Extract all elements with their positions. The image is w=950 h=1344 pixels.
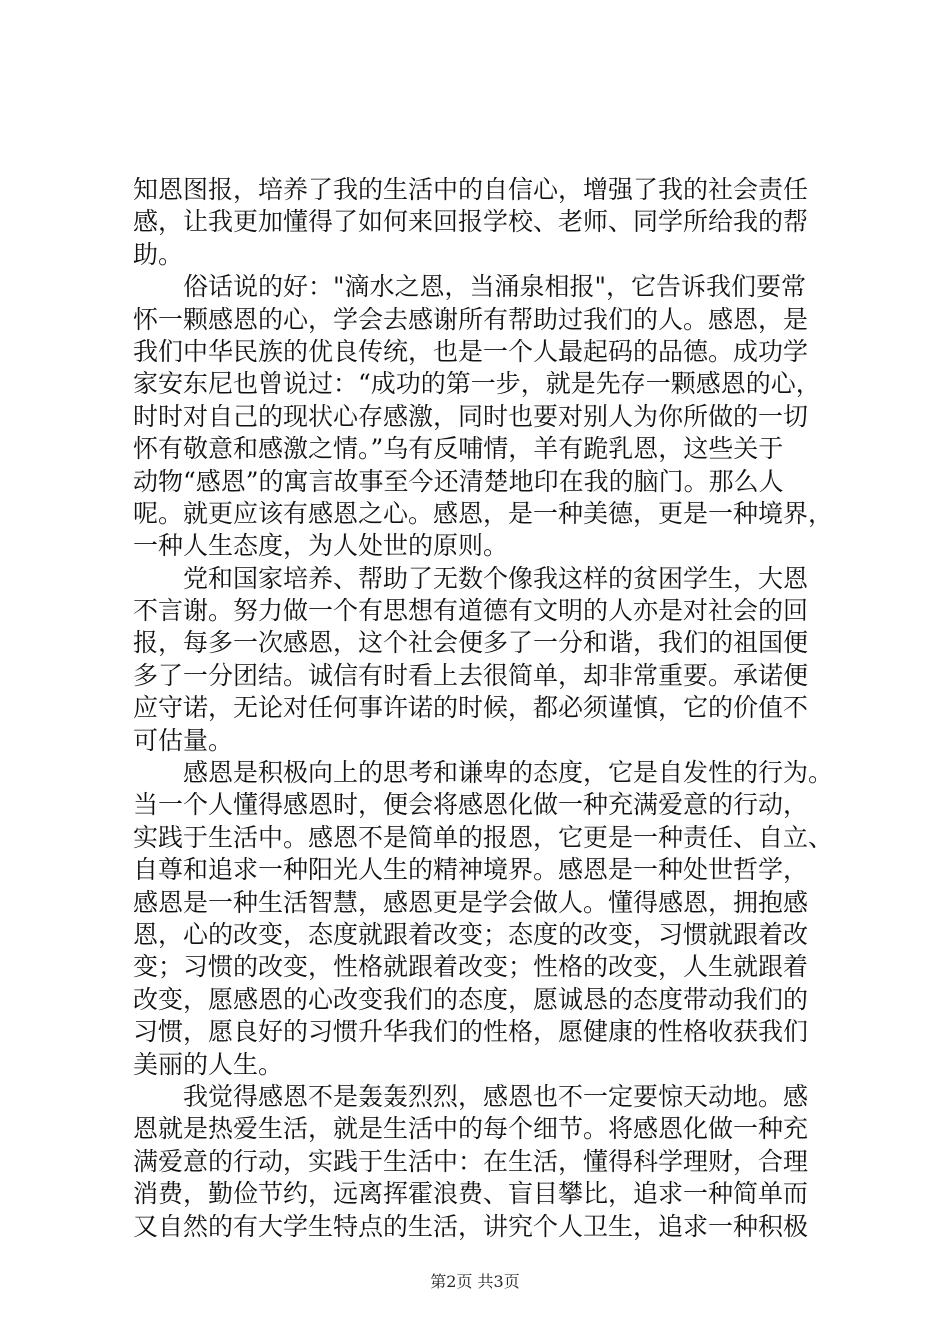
text-line: 美丽的人生。 [133,1049,284,1079]
text-line: 知恩图报，培养了我的生活中的自信心，增强了我的社会责任 [133,175,809,204]
text-line: 满爱意的行动，实践于生活中：在生活，懂得科学理财，合理 [133,1146,809,1176]
text-line: 可估量。 [133,725,234,755]
text-line: 感，让我更加懂得了如何来回报学校、老师、同学所给我的帮 [133,207,809,237]
text-line: 怀有敬意和感激之情。”乌有反哺情，羊有跪乳恩，这些关于 [133,434,784,464]
text-line: 助。 [133,239,184,269]
text-line: 家安东尼也曾说过：“成功的第一步，就是先存一颗感恩的心， [133,369,821,399]
document-body [133,174,833,1243]
text-line: 实践于生活中。感恩不是简单的报恩，它更是一种责任、自立、 [133,822,834,852]
text-line: 呢。就更应该有感恩之心。感恩，是一种美德，更是一种境界， [133,498,834,528]
text-line: 改变，愿感恩的心改变我们的态度，愿诚恳的态度带动我们的 [133,984,809,1014]
text-line: 报，每多一次感恩，这个社会便多了一分和谐，我们的祖国便 [133,628,809,658]
text-line: 动物“感恩”的寓言故事至今还清楚地印在我的脑门。那么人 [133,466,784,496]
text-line: 我们中华民族的优良传统，也是一个人最起码的品德。成功学 [133,336,809,366]
text-line: 恩就是热爱生活，就是生活中的每个细节。将感恩化做一种充 [133,1114,809,1144]
page-footer [0,1272,950,1292]
text-line: 怀一颗感恩的心，学会去感谢所有帮助过我们的人。感恩，是 [133,304,809,334]
text-line: 又自然的有大学生特点的生活，讲究个人卫生，追求一种积极 [133,1211,809,1241]
text-line: 当一个人懂得感恩时，便会将感恩化做一种充满爱意的行动， [133,790,809,820]
text-line: 一种人生态度，为人处世的原则。 [133,531,509,561]
text-line: 时时对自己的现状心存感激，同时也要对别人为你所做的一切 [133,401,809,431]
text-line: 自尊和追求一种阳光人生的精神境界。感恩是一种处世哲学， [133,855,809,885]
text-line: 应守诺，无论对任何事许诺的时候，都必须谨慎，它的价值不 [133,693,809,723]
text-line: 消费，勤俭节约，远离挥霍浪费、盲目攀比，追求一种简单而 [133,1179,809,1209]
text-line: 多了一分团结。诚信有时看上去很简单，却非常重要。承诺便 [133,660,809,690]
text-line: 不言谢。努力做一个有思想有道德有文明的人亦是对社会的回 [133,596,809,626]
paragraph-first-line: 我觉得感恩不是轰轰烈烈，感恩也不一定要惊天动地。感 [183,1081,809,1111]
paragraph-first-line: 党和国家培养、帮助了无数个像我这样的贫困学生，大恩 [183,563,809,593]
page-number-label: 第2页 共3页 [430,1272,520,1291]
text-line: 变；习惯的改变，性格就跟着改变；性格的改变，人生就跟着 [133,952,809,982]
paragraph-first-line: 感恩是积极向上的思考和谦卑的态度，它是自发性的行为。 [183,758,834,788]
paragraph-first-line: 俗话说的好："滴水之恩，当涌泉相报"，它告诉我们要常 [183,272,807,302]
text-line: 习惯，愿良好的习惯升华我们的性格，愿健康的性格收获我们 [133,1017,809,1047]
text-line: 恩，心的改变，态度就跟着改变；态度的改变，习惯就跟着改 [133,919,809,949]
text-line: 感恩是一种生活智慧，感恩更是学会做人。懂得感恩，拥抱感 [133,887,809,917]
